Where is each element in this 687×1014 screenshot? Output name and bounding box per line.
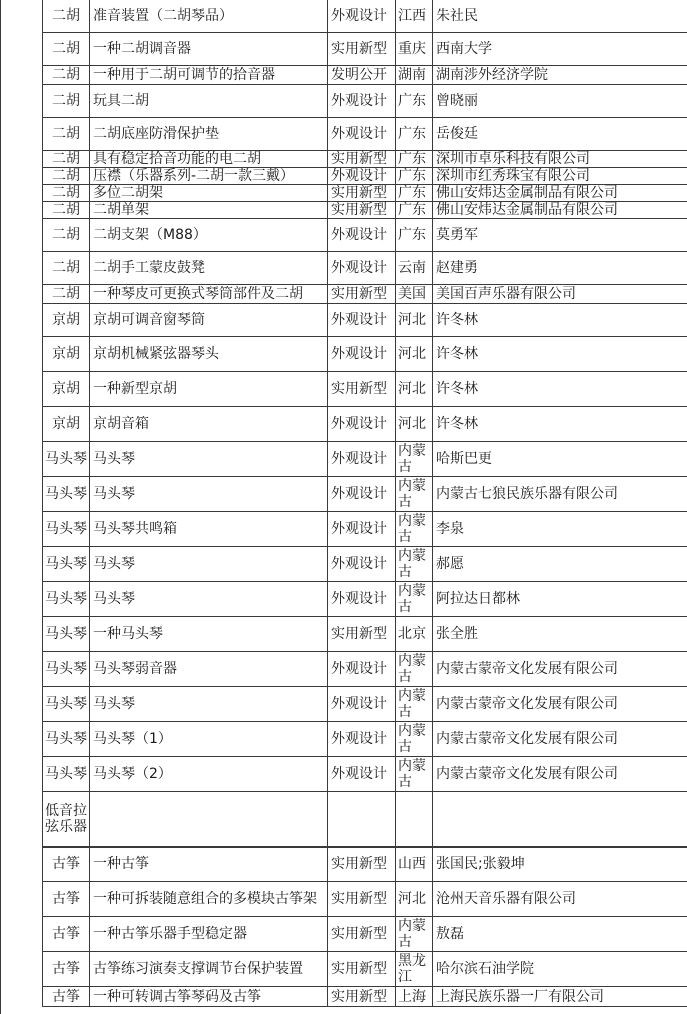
- table-row: [43, 477, 687, 512]
- patent-type-cell: 实用新型: [328, 202, 396, 219]
- region-cell: 广东: [396, 219, 433, 252]
- patent-name-cell: 一种古筝乐器手型稳定器: [90, 917, 328, 952]
- patent-type-cell: 外观设计: [328, 0, 396, 33]
- region-cell: 重庆: [396, 33, 433, 66]
- region-cell: 广东: [396, 168, 433, 185]
- applicant-cell: 内蒙古蒙帝文化发展有限公司: [433, 757, 687, 792]
- table-row: [43, 118, 687, 151]
- instrument-cell: 马头琴: [43, 687, 90, 722]
- table-row: [43, 185, 687, 202]
- applicant-cell: 深圳市卓乐科技有限公司: [433, 151, 687, 168]
- applicant-cell: [433, 792, 687, 847]
- region-cell: 河北: [396, 304, 433, 337]
- patent-name-cell: 一种琴皮可更换式琴筒部件及二胡: [90, 285, 328, 304]
- region-cell: 广东: [396, 185, 433, 202]
- patent-type-cell: 实用新型: [328, 185, 396, 202]
- patent-name-cell: 一种新型京胡: [90, 372, 328, 407]
- table-row: [43, 66, 687, 85]
- patent-type-cell: 实用新型: [328, 617, 396, 652]
- region-cell: 江西: [396, 0, 433, 33]
- region-cell: 上海: [396, 987, 433, 1007]
- patent-name-cell: 马头琴（2）: [90, 757, 328, 792]
- region-cell: 广东: [396, 151, 433, 168]
- patent-name-cell: 京胡可调音窗琴筒: [90, 304, 328, 337]
- table-row: [43, 285, 687, 304]
- patent-type-cell: 外观设计: [328, 547, 396, 582]
- outer-border-left-lower: [0, 852, 2, 1014]
- region-cell: 北京: [396, 617, 433, 652]
- instrument-cell: 二胡: [43, 202, 90, 219]
- patent-type-cell: 实用新型: [328, 33, 396, 66]
- table-row: [43, 617, 687, 652]
- table-row: [43, 337, 687, 372]
- region-cell: [396, 792, 433, 847]
- patent-name-cell: 玩具二胡: [90, 85, 328, 118]
- instrument-cell: 马头琴: [43, 547, 90, 582]
- instrument-cell: 马头琴: [43, 722, 90, 757]
- applicant-cell: 许冬林: [433, 372, 687, 407]
- applicant-cell: 内蒙古蒙帝文化发展有限公司: [433, 652, 687, 687]
- region-cell: 内蒙古: [396, 757, 433, 792]
- applicant-cell: 张国民;张毅坤: [433, 847, 687, 882]
- patent-name-cell: 具有稳定拾音功能的电二胡: [90, 151, 328, 168]
- applicant-cell: 朱社民: [433, 0, 687, 33]
- region-cell: 内蒙古: [396, 477, 433, 512]
- table-row: [43, 847, 687, 882]
- region-cell: 河北: [396, 372, 433, 407]
- patent-name-cell: 一种用于二胡可调节的拾音器: [90, 66, 328, 85]
- patent-type-cell: 外观设计: [328, 304, 396, 337]
- region-cell: 黑龙江: [396, 952, 433, 987]
- applicant-cell: 赵建勇: [433, 252, 687, 285]
- patent-type-cell: 外观设计: [328, 582, 396, 617]
- patent-name-cell: 二胡支架（M88）: [90, 219, 328, 252]
- region-cell: 内蒙古: [396, 917, 433, 952]
- applicant-cell: 岳俊廷: [433, 118, 687, 151]
- applicant-cell: 阿拉达日都林: [433, 582, 687, 617]
- applicant-cell: 曾晓丽: [433, 85, 687, 118]
- patent-type-cell: 外观设计: [328, 442, 396, 477]
- patent-type-cell: 实用新型: [328, 847, 396, 882]
- region-cell: 美国: [396, 285, 433, 304]
- region-cell: 内蒙古: [396, 512, 433, 547]
- patent-table-body: [43, 0, 687, 1007]
- patent-type-cell: 外观设计: [328, 407, 396, 442]
- applicant-cell: 沧州天音乐器有限公司: [433, 882, 687, 917]
- patent-name-cell: 马头琴: [90, 582, 328, 617]
- table-row: [43, 252, 687, 285]
- instrument-cell: 京胡: [43, 372, 90, 407]
- instrument-cell: 古筝: [43, 917, 90, 952]
- region-cell: 内蒙古: [396, 547, 433, 582]
- instrument-cell: 二胡: [43, 33, 90, 66]
- instrument-cell: 马头琴: [43, 582, 90, 617]
- region-cell: 河北: [396, 882, 433, 917]
- region-cell: 河北: [396, 337, 433, 372]
- applicant-cell: 上海民族乐器一厂有限公司: [433, 987, 687, 1007]
- patent-name-cell: 马头琴（1）: [90, 722, 328, 757]
- table-row: [43, 304, 687, 337]
- patent-name-cell: 一种马头琴: [90, 617, 328, 652]
- region-cell: 山西: [396, 847, 433, 882]
- table-row: [43, 202, 687, 219]
- applicant-cell: 深圳市红秀珠宝有限公司: [433, 168, 687, 185]
- patent-type-cell: 实用新型: [328, 882, 396, 917]
- table-row: [43, 757, 687, 792]
- table-row: [43, 722, 687, 757]
- table-row: [43, 987, 687, 1007]
- instrument-cell: 二胡: [43, 0, 90, 33]
- patent-table: [42, 0, 687, 1007]
- applicant-cell: 张全胜: [433, 617, 687, 652]
- instrument-cell: 古筝: [43, 987, 90, 1007]
- table-row: [43, 407, 687, 442]
- instrument-cell: 低音拉弦乐器: [43, 792, 90, 847]
- instrument-cell: 二胡: [43, 219, 90, 252]
- applicant-cell: 郝愿: [433, 547, 687, 582]
- instrument-cell: 马头琴: [43, 617, 90, 652]
- instrument-cell: 古筝: [43, 847, 90, 882]
- applicant-cell: 佛山安炜达金属制品有限公司: [433, 185, 687, 202]
- patent-name-cell: 马头琴: [90, 477, 328, 512]
- table-row: [43, 792, 687, 847]
- region-cell: 内蒙古: [396, 722, 433, 757]
- instrument-cell: 二胡: [43, 168, 90, 185]
- applicant-cell: 佛山安炜达金属制品有限公司: [433, 202, 687, 219]
- patent-name-cell: 京胡机械紧弦器琴头: [90, 337, 328, 372]
- patent-name-cell: 马头琴: [90, 687, 328, 722]
- patent-name-cell: 一种古筝: [90, 847, 328, 882]
- patent-type-cell: 外观设计: [328, 652, 396, 687]
- table-row: [43, 652, 687, 687]
- patent-type-cell: 外观设计: [328, 252, 396, 285]
- applicant-cell: 西南大学: [433, 33, 687, 66]
- patent-type-cell: 外观设计: [328, 512, 396, 547]
- instrument-cell: 马头琴: [43, 757, 90, 792]
- table-row: [43, 917, 687, 952]
- table-row: [43, 219, 687, 252]
- applicant-cell: 敖磊: [433, 917, 687, 952]
- table-row: [43, 151, 687, 168]
- table-row: [43, 372, 687, 407]
- region-cell: 内蒙古: [396, 442, 433, 477]
- applicant-cell: 李泉: [433, 512, 687, 547]
- patent-name-cell: 压襟（乐器系列-二胡一款三戴）: [90, 168, 328, 185]
- patent-name-cell: 准音装置（二胡琴品）: [90, 0, 328, 33]
- patent-name-cell: 马头琴: [90, 442, 328, 477]
- patent-name-cell: 二胡底座防滑保护垫: [90, 118, 328, 151]
- table-row: [43, 582, 687, 617]
- applicant-cell: 莫勇军: [433, 219, 687, 252]
- patent-type-cell: [328, 792, 396, 847]
- patent-name-cell: 二胡手工蒙皮鼓凳: [90, 252, 328, 285]
- instrument-cell: 二胡: [43, 85, 90, 118]
- region-cell: 湖南: [396, 66, 433, 85]
- patent-type-cell: 实用新型: [328, 372, 396, 407]
- patent-type-cell: 外观设计: [328, 337, 396, 372]
- instrument-cell: 马头琴: [43, 512, 90, 547]
- instrument-cell: 古筝: [43, 882, 90, 917]
- patent-type-cell: 实用新型: [328, 917, 396, 952]
- table-row: [43, 168, 687, 185]
- patent-type-cell: 外观设计: [328, 722, 396, 757]
- patent-name-cell: 古筝练习演奏支撑调节台保护装置: [90, 952, 328, 987]
- applicant-cell: 许冬林: [433, 407, 687, 442]
- patent-type-cell: 发明公开: [328, 66, 396, 85]
- instrument-cell: 二胡: [43, 252, 90, 285]
- table-row: [43, 687, 687, 722]
- instrument-cell: 京胡: [43, 304, 90, 337]
- instrument-cell: 二胡: [43, 285, 90, 304]
- table-row: [43, 512, 687, 547]
- region-cell: 河北: [396, 407, 433, 442]
- patent-type-cell: 外观设计: [328, 757, 396, 792]
- patent-type-cell: 外观设计: [328, 219, 396, 252]
- patent-name-cell: 一种二胡调音器: [90, 33, 328, 66]
- applicant-cell: 湖南涉外经济学院: [433, 66, 687, 85]
- table-row: [43, 952, 687, 987]
- applicant-cell: 哈尔滨石油学院: [433, 952, 687, 987]
- outer-border-left: [0, 0, 2, 852]
- instrument-cell: 马头琴: [43, 442, 90, 477]
- region-cell: 广东: [396, 202, 433, 219]
- instrument-cell: 二胡: [43, 66, 90, 85]
- table-row: [43, 33, 687, 66]
- region-cell: 内蒙古: [396, 652, 433, 687]
- table-row: [43, 85, 687, 118]
- region-cell: 内蒙古: [396, 687, 433, 722]
- patent-name-cell: 京胡音箱: [90, 407, 328, 442]
- applicant-cell: 内蒙古七狼民族乐器有限公司: [433, 477, 687, 512]
- instrument-cell: 马头琴: [43, 652, 90, 687]
- applicant-cell: 许冬林: [433, 337, 687, 372]
- instrument-cell: 京胡: [43, 407, 90, 442]
- instrument-cell: 京胡: [43, 337, 90, 372]
- instrument-cell: 古筝: [43, 952, 90, 987]
- patent-name-cell: 二胡单架: [90, 202, 328, 219]
- applicant-cell: 内蒙古蒙帝文化发展有限公司: [433, 722, 687, 757]
- patent-name-cell: 一种可拆装随意组合的多模块古筝架: [90, 882, 328, 917]
- patent-type-cell: 实用新型: [328, 952, 396, 987]
- patent-type-cell: 外观设计: [328, 687, 396, 722]
- patent-type-cell: 实用新型: [328, 285, 396, 304]
- instrument-cell: 马头琴: [43, 477, 90, 512]
- patent-type-cell: 外观设计: [328, 118, 396, 151]
- instrument-cell: 二胡: [43, 118, 90, 151]
- patent-type-cell: 实用新型: [328, 151, 396, 168]
- patent-name-cell: [90, 792, 328, 847]
- applicant-cell: 哈斯巴更: [433, 442, 687, 477]
- patent-name-cell: 马头琴共鸣箱: [90, 512, 328, 547]
- patent-name-cell: 多位二胡架: [90, 185, 328, 202]
- instrument-cell: 二胡: [43, 151, 90, 168]
- patent-name-cell: 马头琴弱音器: [90, 652, 328, 687]
- patent-type-cell: 实用新型: [328, 987, 396, 1007]
- table-row: [43, 442, 687, 477]
- table-row: [43, 882, 687, 917]
- applicant-cell: 美国百声乐器有限公司: [433, 285, 687, 304]
- region-cell: 内蒙古: [396, 582, 433, 617]
- table-row: [43, 547, 687, 582]
- region-cell: 广东: [396, 85, 433, 118]
- instrument-cell: 二胡: [43, 185, 90, 202]
- region-cell: 广东: [396, 118, 433, 151]
- patent-type-cell: 外观设计: [328, 477, 396, 512]
- applicant-cell: 内蒙古蒙帝文化发展有限公司: [433, 687, 687, 722]
- applicant-cell: 许冬林: [433, 304, 687, 337]
- patent-name-cell: 一种可转调古筝琴码及古筝: [90, 987, 328, 1007]
- patent-name-cell: 马头琴: [90, 547, 328, 582]
- patent-type-cell: 外观设计: [328, 85, 396, 118]
- patent-type-cell: 外观设计: [328, 168, 396, 185]
- region-cell: 云南: [396, 252, 433, 285]
- table-row: [43, 0, 687, 33]
